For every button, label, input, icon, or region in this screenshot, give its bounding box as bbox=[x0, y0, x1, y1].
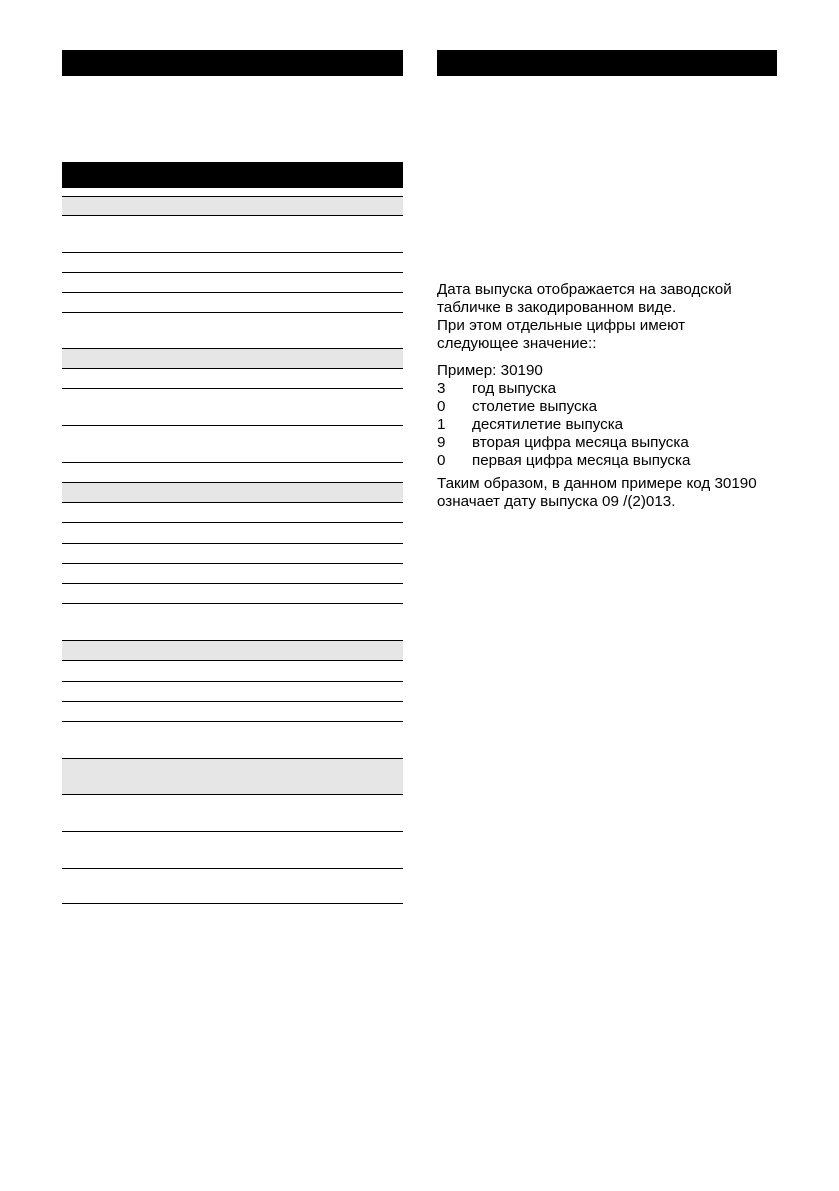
code-digit: 0 bbox=[437, 398, 446, 415]
spec-table-row bbox=[62, 794, 403, 831]
spec-table-row bbox=[62, 312, 403, 348]
spec-table-row bbox=[62, 563, 403, 583]
spec-table-row bbox=[62, 292, 403, 312]
code-digit: 9 bbox=[437, 434, 446, 451]
code-meaning: год выпуска bbox=[472, 380, 557, 397]
code-row bbox=[437, 380, 782, 398]
right-section-header-bar bbox=[437, 50, 777, 76]
spec-table-row bbox=[62, 462, 403, 482]
spec-table-row bbox=[62, 482, 403, 502]
code-digit: 3 bbox=[437, 380, 446, 397]
intro-line: Дата выпуска отображается на заводской bbox=[437, 281, 732, 298]
code-meaning: первая цифра месяца выпуска bbox=[472, 452, 691, 469]
spec-table-row bbox=[62, 196, 403, 215]
date-of-manufacture-text bbox=[437, 281, 782, 511]
spec-table-row bbox=[62, 543, 403, 563]
code-row bbox=[437, 416, 782, 434]
spec-table-row bbox=[62, 640, 403, 660]
spec-table-row bbox=[62, 368, 403, 388]
spec-table-row bbox=[62, 583, 403, 603]
code-meaning: вторая цифра месяца выпуска bbox=[472, 434, 689, 451]
spec-table-header-bar bbox=[62, 162, 403, 187]
spec-table-row bbox=[62, 831, 403, 868]
left-section-header-bar bbox=[62, 50, 403, 76]
code-digit: 1 bbox=[437, 416, 446, 433]
example-label: Пример: 30190 bbox=[437, 362, 543, 379]
spec-table-row bbox=[62, 868, 403, 904]
spec-table-row bbox=[62, 681, 403, 701]
conclusion-line: означает дату выпуска 09 /(2)013. bbox=[437, 493, 676, 510]
spec-table-row bbox=[62, 522, 403, 543]
code-meaning: десятилетие выпуска bbox=[472, 416, 624, 433]
spec-table-row bbox=[62, 187, 403, 196]
code-digit: 0 bbox=[437, 452, 446, 469]
code-row bbox=[437, 398, 782, 416]
spec-table-row bbox=[62, 215, 403, 252]
spec-table-row bbox=[62, 758, 403, 794]
intro-line: табличке в закодированном виде. bbox=[437, 299, 677, 316]
spec-table-row bbox=[62, 425, 403, 462]
spec-table-row bbox=[62, 660, 403, 681]
intro-line: При этом отдельные цифры имеют bbox=[437, 317, 686, 334]
code-meaning: столетие выпуска bbox=[472, 398, 598, 415]
spec-table-row bbox=[62, 721, 403, 758]
spec-table-row bbox=[62, 388, 403, 425]
spec-table-row bbox=[62, 252, 403, 272]
spec-table bbox=[62, 187, 403, 904]
conclusion-line: Таким образом, в данном примере код 30190 bbox=[437, 475, 757, 492]
spec-table-row bbox=[62, 603, 403, 640]
spec-table-row bbox=[62, 272, 403, 292]
spec-table-row bbox=[62, 701, 403, 721]
intro-line: следующее значение:: bbox=[437, 335, 597, 352]
code-row bbox=[437, 434, 782, 452]
code-row bbox=[437, 452, 782, 470]
spec-table-row bbox=[62, 502, 403, 522]
spec-table-row bbox=[62, 348, 403, 368]
